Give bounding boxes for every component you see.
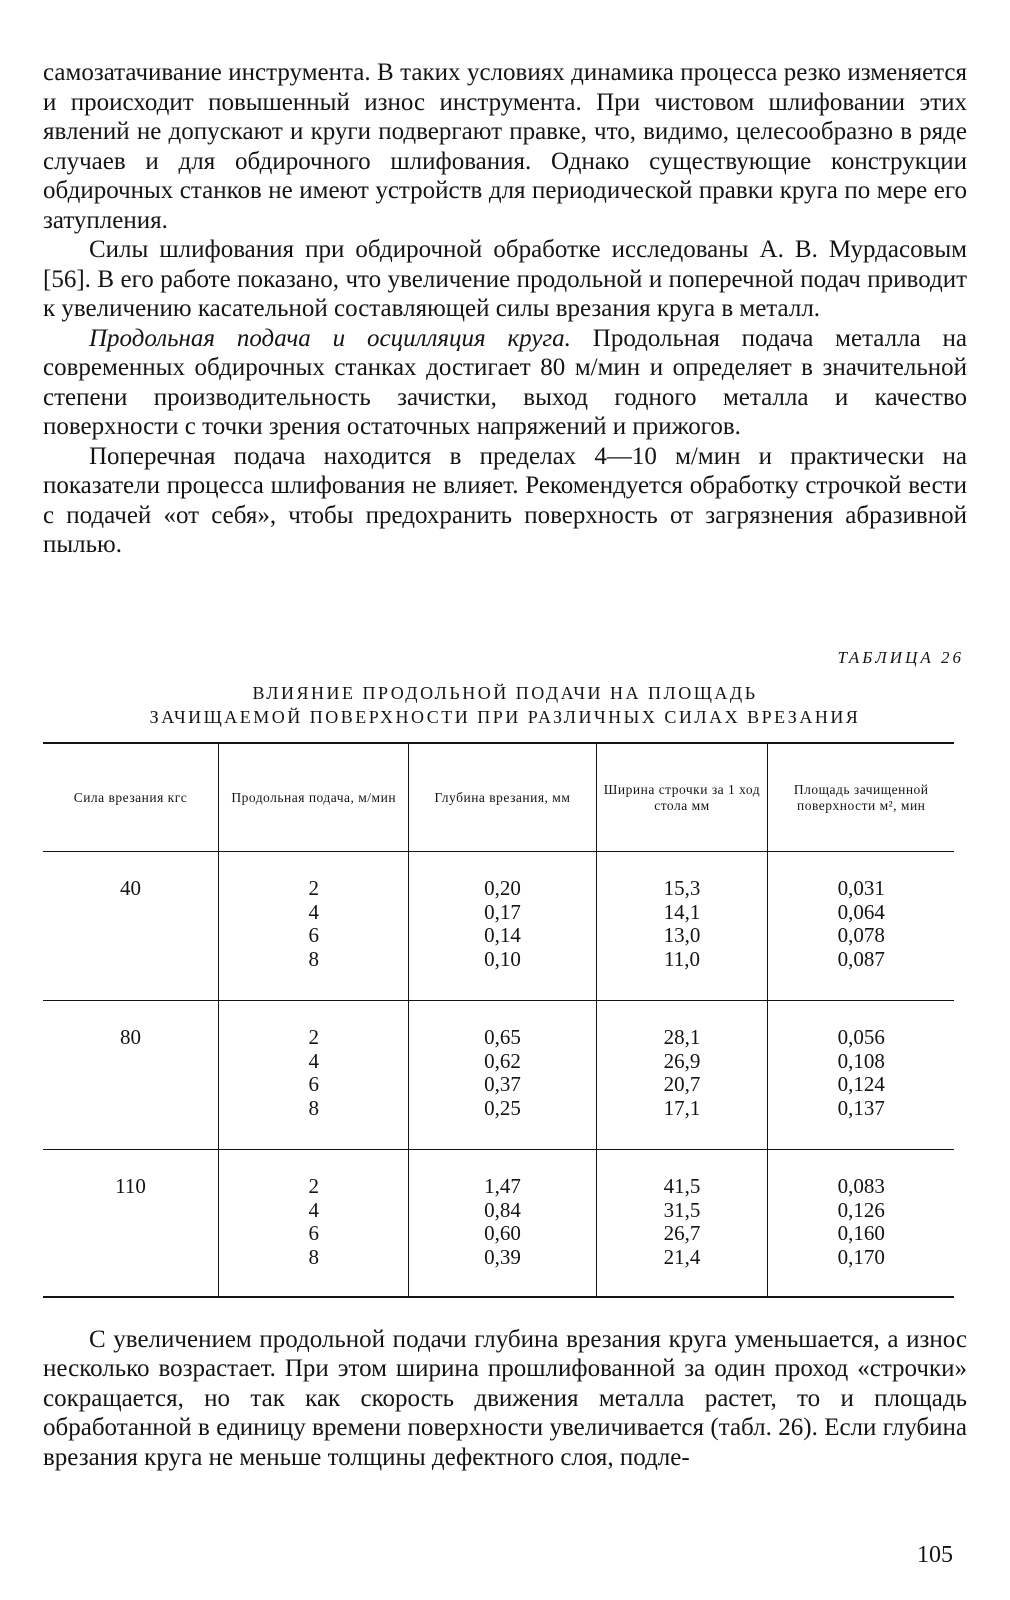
table-header-row: [43, 743, 954, 852]
cell-width: [596, 852, 768, 1001]
value: 0,62: [484, 1048, 521, 1073]
value: 0,65: [484, 1025, 521, 1049]
value: 21,4: [663, 1244, 701, 1269]
cell-force: 80: [43, 1001, 218, 1150]
cell-width: [596, 1150, 768, 1298]
value: 0,108: [837, 1048, 885, 1073]
value: 8: [308, 1095, 319, 1120]
value: 0,124: [837, 1072, 885, 1096]
data-table: [43, 742, 954, 1298]
value: 15,3: [663, 876, 701, 900]
value: 4: [308, 1197, 319, 1222]
value: 8: [308, 946, 319, 971]
value: 0,031: [837, 876, 885, 900]
cell-depth: [409, 852, 596, 1001]
cell-depth: [409, 1150, 596, 1298]
value: 2: [308, 1174, 319, 1198]
table-title: [43, 681, 967, 729]
paragraph-longitudinal-feed: [43, 324, 967, 442]
cell-width: [596, 1001, 768, 1150]
cell-force: 110: [43, 1150, 218, 1298]
table-row: [43, 1001, 954, 1150]
value: 26,9: [663, 1048, 701, 1073]
value: 20,7: [663, 1072, 701, 1096]
value: 4: [308, 899, 319, 924]
section-run-in-heading: Продольная подача и осцилляция круга.: [89, 324, 571, 352]
value: 0,39: [484, 1244, 521, 1269]
page-number: 105: [917, 1542, 953, 1568]
paragraph-continued: самозатачивание инструмента. В таких условиях динамика процесса резко изменяется и происходит повышенный износ инструмента. При чистовом шлифовании этих явлений не допускают и круги подвергают правке, что, видимо, целесообразно в ряде случаев и для обдирочного шлифования. Однако существующие конструкции обдирочных станков не имеют устройств для периодической правки круга по мере его затупления.: [43, 59, 967, 234]
value: 0,14: [484, 923, 521, 947]
table-label: ТАБЛИЦА 26: [837, 648, 964, 667]
table-title-line-1: ВЛИЯНИЕ ПРОДОЛЬНОЙ ПОДАЧИ НА ПЛОЩАДЬ: [252, 683, 758, 703]
value: 0,10: [484, 946, 521, 971]
value: 8: [308, 1244, 319, 1269]
cell-area: [768, 1001, 954, 1150]
cell-area: [768, 1150, 954, 1298]
value: 0,126: [837, 1197, 885, 1222]
table-row: [43, 1150, 954, 1298]
value: 0,17: [484, 899, 521, 924]
value: 26,7: [663, 1221, 701, 1245]
header-feed: Продольная подача, м/мин: [218, 743, 408, 852]
cell-feed: [218, 1001, 408, 1150]
table-title-line-2: ЗАЧИЩАЕМОЙ ПОВЕРХНОСТИ ПРИ РАЗЛИЧНЫХ СИЛАХ ВРЕЗАНИЯ: [149, 707, 861, 727]
value: 0,20: [484, 876, 521, 900]
value: 14,1: [663, 899, 701, 924]
text-block-bottom: [43, 1325, 967, 1472]
table-row: [43, 852, 954, 1001]
value: 2: [308, 1025, 319, 1049]
header-force: Сила врезания кгс: [43, 743, 218, 852]
value: 11,0: [663, 946, 700, 971]
value: 0,170: [837, 1244, 885, 1269]
header-depth: Глубина врезания, мм: [409, 743, 596, 852]
paragraph-grinding-forces: Силы шлифования при обдирочной обработке исследованы А. В. Мурдасовым [56]. В его работе показано, что увеличение продольной и поперечной подач приводит к увеличению касательной составляющей силы врезания круга в металл.: [43, 236, 967, 322]
text-block-top: [43, 58, 967, 560]
value: 28,1: [663, 1025, 701, 1049]
cell-feed: [218, 852, 408, 1001]
value: 13,0: [663, 923, 701, 947]
value: 2: [308, 876, 319, 900]
paragraph-longitudinal-feed-text: Продольная подача металла на современных обдирочных станках достигает 80 м/мин и определяет в значительной степени производительность зачистки, выход годного металла и качество поверхности с точки зрения остаточных напряжений и прижогов.: [43, 324, 967, 440]
value: 0,056: [837, 1025, 885, 1049]
value: 4: [308, 1048, 319, 1073]
value: 31,5: [663, 1197, 701, 1222]
value: 41,5: [663, 1174, 701, 1198]
value: 0,37: [484, 1072, 521, 1096]
value: 0,083: [837, 1174, 885, 1198]
value: 17,1: [663, 1095, 701, 1120]
value: 6: [308, 923, 319, 947]
value: 0,160: [837, 1221, 885, 1245]
cell-feed: [218, 1150, 408, 1298]
paragraph-cross-feed: Поперечная подача находится в пределах 4—10 м/мин и практически на показатели процесса шлифования не влияет. Рекомендуется обработку строчкой вести с подачей «от себя», чтобы предохранить поверхность от загрязнения абразивной пылью.: [43, 442, 967, 558]
cell-area: [768, 852, 954, 1001]
header-area: Площадь зачищенной поверхности м², мин: [768, 743, 954, 852]
value: 1,47: [484, 1174, 521, 1198]
value: 6: [308, 1221, 319, 1245]
cell-force: 40: [43, 852, 218, 1001]
value: 0,064: [837, 899, 885, 924]
value: 0,60: [484, 1221, 521, 1245]
value: 0,137: [837, 1095, 885, 1120]
cell-depth: [409, 1001, 596, 1150]
value: 0,087: [837, 946, 885, 971]
header-width: Ширина строчки за 1 ход стола мм: [596, 743, 768, 852]
value: 0,25: [484, 1095, 521, 1120]
value: 0,078: [837, 923, 885, 947]
paragraph-conclusion: С увеличением продольной подачи глубина врезания круга уменьшается, а износ несколько возрастает. При этом ширина прошлифованной за один проход «строчки» сокращается, но так как скорость движения металла растет, то и площадь обработанной в единицу времени поверхности увеличивается (табл. 26). Если глубина врезания круга не меньше толщины дефектного слоя, подле-: [43, 1326, 967, 1471]
value: 0,84: [484, 1197, 521, 1222]
value: 6: [308, 1072, 319, 1096]
